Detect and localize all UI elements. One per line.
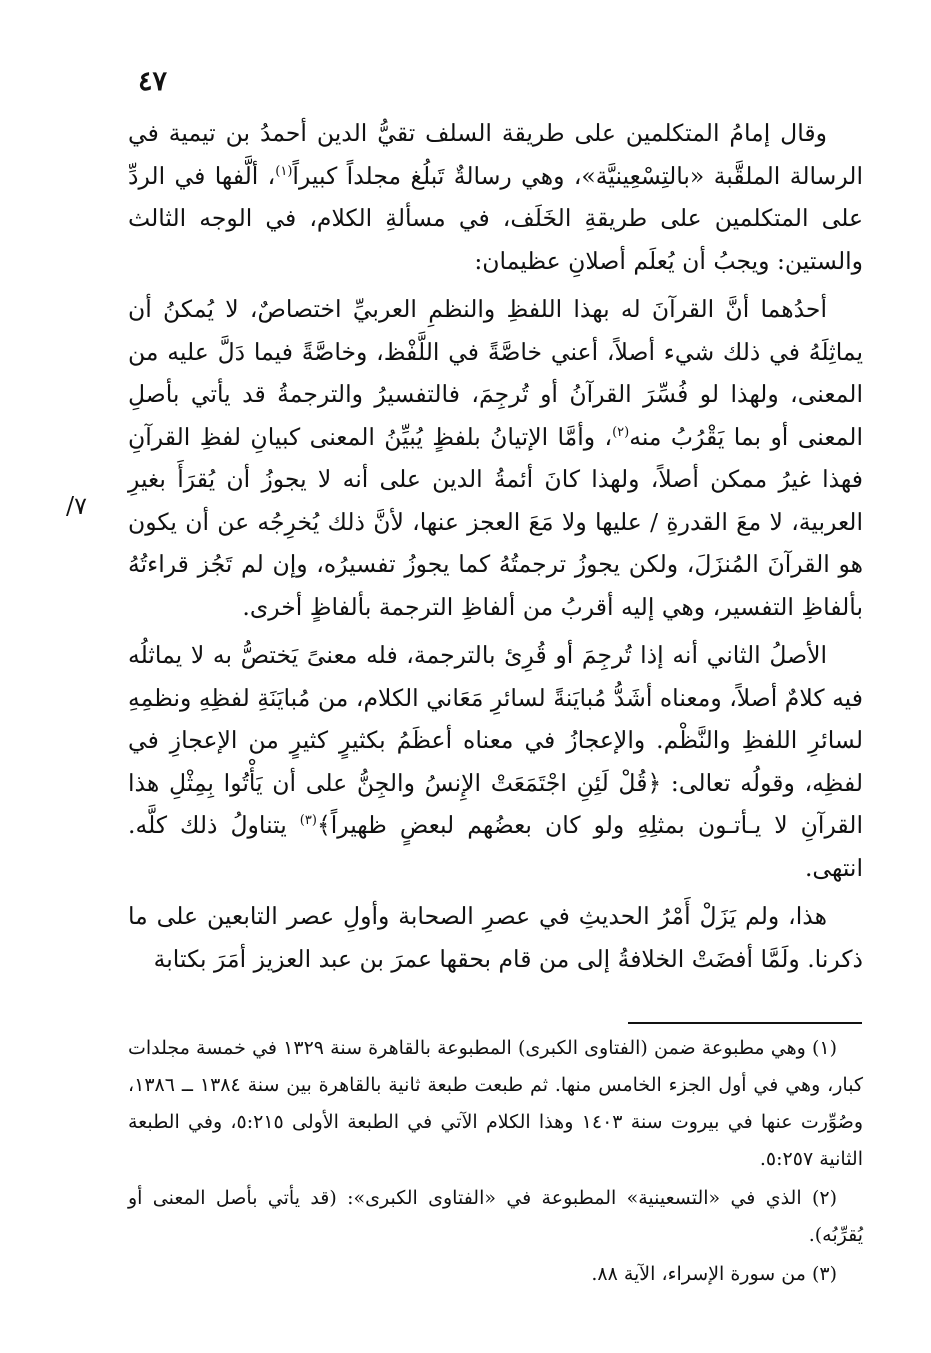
paragraph-text: يتناولُ ذلك كلَّه. انتهى. <box>128 811 863 882</box>
main-text <box>128 112 863 986</box>
footnote-2: (٢) الذي في «التسعينية» المطبوعة في «الفتاوى الكبرى»: (قد يأتي بأصل المعنى أو يُقرِّبُه). <box>128 1187 863 1246</box>
footnote-ref-1[interactable]: (١) <box>275 163 293 179</box>
paragraph-second-principle <box>128 634 863 889</box>
paragraph-hadith-history <box>128 895 863 980</box>
paragraph-text: وقال إمامُ المتكلمين على طريقة السلف تقيُّ الدين أحمدُ بن تيمية في الرسالة الملقَّبة «بالتِسْعِينيَّة»، وهي رسالةٌ تَبلُغ مجلداً كبيراً <box>128 119 863 190</box>
paragraph-text: الأصلُ الثاني أنه إذا تُرجِمَ أو قُرِئ بالترجمة، فله معنىً يَختصُّ به لا يماثلُه فيه كلامٌ أصلاً، ومعناه أشَدُّ مُبايَنةً لسائرِ مَعَاني الكلام، من مُبايَنَةِ لفظِهِ ونظمِهِ لسائرِ اللفظِ والنَّظْم. والإعجازُ في معناه أعظَمُ بكثيرٍ كثيرٍ من الإعجازِ في لفظِه، وقولُه تعالى: ﴿قُلْ لَئِنِ اجْتَمَعَتْ الإِنسُ والجِنُّ على أن يَأْتُوا بِمِثْلِ هذا القرآنِ لا يـأتـون بمثلِهِ ولو كان بعضُهم لبعضٍ ظهيراً﴾ <box>128 641 863 839</box>
footnote-1: (١) وهي مطبوعة ضمن (الفتاوى الكبرى) المطبوعة بالقاهرة سنة ١٣٢٩ في خمسة مجلدات كبار، وهي في أول الجزء الخامس منها. ثم طبعت طبعة ثانية بالقاهرة بين سنة ١٣٨٤ ــ ١٣٨٦، وصُوِّرت عنها في بيروت سنة ١٤٠٣ وهذا الكلام الآتي في الطبعة الأولى ٥:٢١٥، وفي الطبعة الثانية ٥:٢٥٧. <box>128 1037 864 1170</box>
paragraph-text: هذا، ولم يَزَلْ أَمْرُ الحديثِ في عصرِ الصحابة وأولِ عصر التابعين على ما ذكرنا. ولَمَّا أفضَتْ الخلافةُ إلى من قام بحقها عمرَ بن عبد العزيز أمَرَ بكتابة <box>128 902 863 973</box>
footnote-ref-2[interactable]: (٢) <box>612 424 630 440</box>
footnote-ref-3[interactable]: (٣) <box>299 813 317 829</box>
paragraph-text: أحدُهما أنَّ القرآنَ له بهذا اللفظِ والنظمِ العربيِّ اختصاصٌ، لا يُمكنُ أن يماثِلَهُ في ذلك شيء أصلاً، أعني خاصَّةً في اللَّفْظ، وخاصَّةً فيما دَلَّ عليه من المعنى، ولهذا لو فُسِّرَ القرآنُ أو تُرجِمَ، فالتفسيرُ والترجمةُ قد يأتي بأصلِ المعنى أو بما يَقْرُبُ منه <box>128 295 863 451</box>
page-number: ٤٧ <box>138 66 168 97</box>
footnote-3: (٣) من سورة الإسراء، الآية ٨٨. <box>591 1263 837 1285</box>
paragraph-first-principle <box>128 288 863 628</box>
paragraph-text: ، وأمَّا الإتيانُ بلفظٍ يُبيِّنُ المعنى كبيانِ لفظِ القرآنِ فهذا غيرُ ممكن أصلاً، ولهذا كانَ أئمةُ الدين على أنه لا يجوزُ أن يُقرَأَ بغيرِ العربية، لا معَ القدرةِ / عليها ولا مَعَ العجز عنها، لأنَّ ذلك يُخرِجُه عن أن يكون هو القرآنَ المُنزَلَ، ولكن يجوزُ ترجمتُهُ كما يجوزُ تفسيرُه، وإن لم تَجُز قراءتُهُ بألفاظِ التفسير، وهي إليه أقربُ من ألفاظِ الترجمة بألفاظٍ أخرى. <box>128 422 863 621</box>
margin-page-marker: ٧/ <box>66 492 87 520</box>
footnotes <box>128 1030 863 1295</box>
paragraph-text: ، ألَّفها في الردِّ على المتكلمين على طريقةِ الخَلَف، في مسألةِ الكلام، في الوجه الثالث والستين: ويجبُ أن يُعلَم أصلانِ عظيمان: <box>128 161 863 275</box>
paragraph-intro <box>128 112 863 282</box>
footnote-separator <box>628 1022 862 1024</box>
